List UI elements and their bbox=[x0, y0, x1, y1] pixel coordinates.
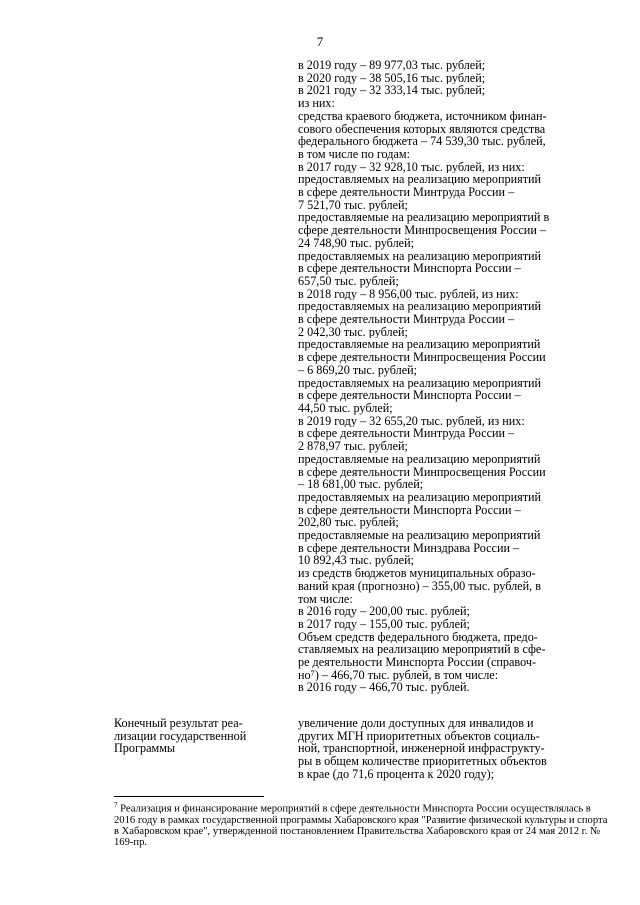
text-line: в том числе по годам: bbox=[298, 147, 410, 161]
text-line: из них: bbox=[298, 97, 335, 110]
footnote-marker: 7 bbox=[114, 801, 118, 809]
label-line: Программы bbox=[114, 741, 176, 756]
footnote-divider bbox=[114, 796, 264, 797]
text-line: 7 521,70 тыс. рублей; bbox=[298, 198, 408, 212]
text-line: в 2021 году – 32 333,14 тыс. рублей; bbox=[298, 84, 486, 98]
text-line: федерального бюджета – 74 539,30 тыс. рублей, bbox=[298, 135, 546, 148]
result-line: ры в общем количестве приоритетных объектов bbox=[298, 754, 547, 769]
text-line: из средств бюджетов муниципальных образо- bbox=[298, 567, 536, 580]
text-line: в сфере деятельности Минздрава России – bbox=[298, 541, 520, 555]
footnote-text: Реализация и финансирование мероприятий в сфере деятельности Минспорта России осуществлялась в 2016 году в рамках государственной программы Хабаровского края "Развитие физической культуры и спорта в Хабаровском крае", утвержденной постановлением Правительства Хабаровского края от 24 мая 2012 г. № 169-пр. bbox=[114, 803, 608, 848]
page-number: 7 bbox=[316, 34, 324, 49]
text-line: предоставляемые на реализацию мероприятий в bbox=[298, 211, 550, 225]
text-line: предоставляемых на реализацию мероприятий bbox=[298, 173, 542, 187]
text-line: средства краевого бюджета, источником финан- bbox=[298, 109, 547, 123]
text-line: в сфере деятельности Минтруда России – bbox=[298, 186, 515, 199]
final-result-text bbox=[298, 717, 608, 781]
text-line: в 2018 году – 8 956,00 тыс. рублей, из них: bbox=[298, 287, 519, 301]
text-line: 2 042,30 тыс. рублей; bbox=[298, 325, 408, 339]
text-line: 44,50 тыс. рублей; bbox=[298, 401, 393, 415]
text-line: но⁷) – 466,70 тыс. рублей, в том числе: bbox=[298, 668, 499, 682]
label-line: лизации государственной bbox=[114, 728, 247, 743]
text-line: в 2019 году – 89 977,03 тыс. рублей; bbox=[298, 59, 486, 72]
result-line: ной, транспортной, инженерной инфраструкту- bbox=[298, 741, 545, 756]
text-line: в сфере деятельности Минспорта России – bbox=[298, 503, 521, 517]
text-line: в 2016 году – 200,00 тыс. рублей; bbox=[298, 605, 470, 618]
label-line: Конечный результат реа- bbox=[114, 716, 243, 730]
text-line: 657,50 тыс. рублей; bbox=[298, 274, 399, 288]
text-line: в сфере деятельности Минпросвещения России bbox=[298, 465, 546, 479]
text-line: в 2017 году – 155,00 тыс. рублей; bbox=[298, 617, 470, 631]
text-line: в сфере деятельности Минпросвещения России bbox=[298, 351, 546, 364]
text-line: сового обеспечения которых являются средства bbox=[298, 122, 546, 136]
text-line: в сфере деятельности Минспорта России – bbox=[298, 389, 521, 402]
text-line: Объем средств федерального бюджета, предо- bbox=[298, 630, 538, 644]
text-line: 2 878,97 тыс. рублей; bbox=[298, 440, 408, 453]
text-line: в 2017 году – 32 928,10 тыс. рублей, из них: bbox=[298, 160, 525, 174]
text-line: ре деятельности Минспорта России (справоч- bbox=[298, 656, 537, 669]
financing-text-column bbox=[298, 59, 608, 694]
result-line: в крае (до 71,6 процента к 2020 году); bbox=[298, 766, 495, 781]
text-line: 202,80 тыс. рублей; bbox=[298, 516, 399, 530]
text-line: предоставляемые на реализацию мероприятий bbox=[298, 452, 541, 466]
text-line: ваний края (прогнозно) – 355,00 тыс. рублей, в bbox=[298, 579, 541, 593]
text-line: том числе: bbox=[298, 592, 353, 606]
text-line: в 2020 году – 38 505,16 тыс. рублей; bbox=[298, 71, 486, 85]
final-result-label bbox=[114, 717, 289, 755]
text-line: в сфере деятельности Минтруда России – bbox=[298, 427, 515, 441]
text-line: предоставляемых на реализацию мероприятий bbox=[298, 376, 542, 390]
text-line: в 2019 году – 32 655,20 тыс. рублей, из них: bbox=[298, 414, 525, 428]
text-line: ставляемых на реализацию мероприятий в сфе- bbox=[298, 643, 546, 657]
text-line: 10 892,43 тыс. рублей; bbox=[298, 554, 414, 568]
text-line: в сфере деятельности Минтруда России – bbox=[298, 313, 515, 326]
text-line: предоставляемые на реализацию мероприятий bbox=[298, 529, 541, 542]
text-line: сфере деятельности Минпросвещения России – bbox=[298, 224, 546, 237]
text-line: в 2016 году – 466,70 тыс. рублей. bbox=[298, 681, 470, 695]
text-line: предоставляемые на реализацию мероприятий bbox=[298, 338, 541, 352]
text-line: – 18 681,00 тыс. рублей; bbox=[298, 478, 424, 491]
result-line: других МГН приоритетных объектов социаль- bbox=[298, 728, 540, 743]
text-line: предоставляемых на реализацию мероприятий bbox=[298, 490, 542, 504]
text-line: – 6 869,20 тыс. рублей; bbox=[298, 363, 418, 377]
footnote bbox=[114, 800, 608, 848]
text-line: предоставляемых на реализацию мероприятий bbox=[298, 300, 542, 314]
text-line: 24 748,90 тыс. рублей; bbox=[298, 236, 414, 250]
text-line: предоставляемых на реализацию мероприятий bbox=[298, 249, 542, 263]
result-line: увеличение доли доступных для инвалидов и bbox=[298, 716, 534, 730]
text-line: в сфере деятельности Минспорта России – bbox=[298, 262, 521, 275]
